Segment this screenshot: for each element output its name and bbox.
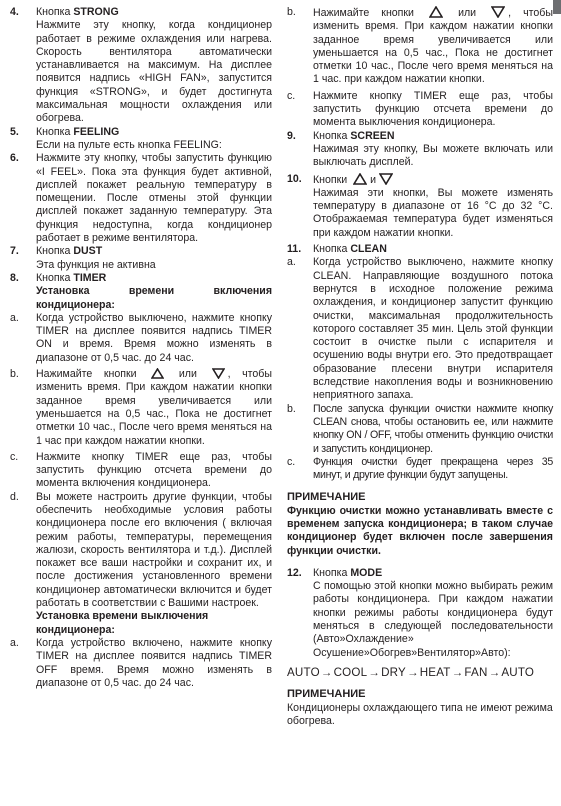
timer-off-step-c (287, 90, 553, 130)
step-text-or: или (458, 7, 477, 19)
step-text-post: , чтобы изменить время. При каждом нажатии кнопки заданное время увеличивается или уменьшается на 0,5 час., Пока не достигнет отметки 10 час., После чего время меняться на 1 час. при каждом нажатии кнопки. (313, 7, 553, 86)
step-letter: a. (10, 311, 19, 324)
step-letter: c. (10, 450, 19, 463)
section-number: 12. (287, 566, 302, 579)
section-temp-buttons (287, 173, 553, 240)
timer-on-step-c (10, 451, 272, 491)
step-letter: c. (287, 455, 296, 468)
step-letter: b. (287, 6, 296, 18)
triangle-down-icon (212, 368, 225, 379)
step-letter: b. (287, 402, 296, 415)
step-text: Функция очистки будет прекращена через 35 минут, и другие функции будут запущены. (313, 455, 553, 482)
section-text: Нажимая эту кнопку, Вы можете включать или выключать дисплей. (313, 142, 553, 169)
section-ifeel (10, 152, 272, 245)
step-text: Вы можете настроить другие функции, чтобы обеспечить необходимые условия работы кондиционера после его включения ( включая режим работы, температуры, перемещения жалюзи, скорость вентилятора и т.д.). Дисплей покажет все ваши настройки и сохранит их, и после достижения установленного времени кондиционер автоматически включится и будет работать в соответствии с Вашими настроек. (36, 490, 272, 610)
note-heading: ПРИМЕЧАНИЕ (287, 688, 366, 701)
section-mode (287, 567, 553, 660)
section-text: Эта функция не активна (36, 258, 156, 271)
section-title: TIMER (73, 271, 107, 284)
section-feeling (10, 126, 272, 153)
note-heading: ПРИМЕЧАНИЕ (287, 491, 366, 504)
title-and: и (370, 173, 377, 186)
note-clean (287, 491, 553, 557)
section-title: SCREEN (350, 129, 395, 142)
step-text: Когда устройство выключено, нажмите кнопку TIMER на дисплее появится надпись TIMER ON и время. Время можно изменять в диапазоне от 0,5 час. до 24 час. (36, 311, 272, 364)
section-number: 7. (10, 245, 19, 258)
section-strong (10, 6, 272, 126)
mode-auto-end: AUTO (501, 665, 535, 679)
triangle-down-icon (491, 6, 505, 18)
section-text: Если на пульте есть кнопка FEELING: (36, 138, 222, 151)
clean-step-b (287, 403, 553, 456)
section-text: Нажмите эту кнопку, чтобы запустить функцию «I FEEL». Пока эта функция будет активной, дисплей покажет реальную температуру в помещении. После отмены этой функции дисплей покажет заданную температуру. Эта функция недоступна, когда кондиционер работает в режиме вентилятора. (36, 152, 272, 245)
clean-step-a (287, 256, 553, 402)
mode-sequence (287, 666, 553, 679)
timer-off-step-b (287, 6, 553, 87)
triangle-up-icon (429, 6, 443, 18)
step-text-pre: Нажимайте кнопки (36, 368, 137, 381)
section-title: STRONG (73, 6, 119, 18)
step-text-pre: Нажимайте кнопки (313, 7, 414, 19)
section-number: 6. (10, 152, 19, 165)
triangle-up-icon (353, 173, 367, 185)
note-text: Функцию очистки можно устанавливать вместе с временем запуска кондиционера; в таком случае кондиционер будет включен после завершения функции очистки. (287, 504, 553, 557)
step-letter: a. (287, 256, 296, 269)
section-dust (10, 245, 272, 272)
section-title-prefix: Кнопка (36, 271, 74, 284)
step-letter: c. (287, 89, 296, 102)
section-title: MODE (350, 566, 383, 579)
step-letter: a. (10, 636, 19, 649)
step-text-post: , чтобы изменить время. При каждом нажатии кнопки заданное время увеличивается или уменьшается на 0,5 час., Пока не достигнет отметки 10 час., После чего время меняться на 1 час при каждом нажатии кнопки. (36, 368, 272, 447)
section-timer (10, 272, 272, 312)
section-text: С помощью этой кнопки можно выбирать режим работы кондиционера. При каждом нажатии кнопки режимы работы кондиционера будут меняться в следующей последовательности (Авто»Охлаждение» Осушение»Обогрев»Вентилятор»Авто): (313, 580, 553, 659)
section-clean (287, 243, 553, 256)
mode-auto: AUTO (287, 665, 320, 679)
step-text: Нажмите кнопку TIMER еще раз, чтобы запустить функцию отсчета времени до момента включения кондиционера. (36, 450, 272, 490)
timer-on-step-a (10, 312, 272, 365)
section-title: DUST (73, 245, 103, 258)
arrow-right-icon: → (451, 665, 464, 679)
section-title-prefix: Кнопки (313, 173, 351, 186)
section-title-prefix: Кнопка (36, 6, 74, 18)
mode-dry: DRY (381, 665, 406, 679)
right-column (287, 6, 553, 728)
left-column (10, 6, 272, 690)
step-text: После запуска функции очистки нажмите кнопку CLEAN снова, чтобы остановить ее, или нажмите кнопку ON / OFF, чтобы отменить функцию очистки и запустить кондиционер. (313, 402, 553, 455)
section-title-prefix: Кнопка (313, 243, 351, 256)
timer-off-step-a (10, 637, 272, 690)
mode-fan: FAN (464, 665, 488, 679)
arrow-right-icon: → (406, 665, 419, 679)
note-text: Кондиционеры охлаждающего типа не имеют режима обогрева. (287, 701, 553, 727)
step-letter: d. (10, 490, 19, 503)
triangle-up-icon (151, 368, 164, 379)
section-title-prefix: Кнопка (313, 129, 351, 142)
step-text-or: или (178, 368, 197, 381)
section-title: CLEAN (350, 243, 387, 256)
clean-step-c (287, 456, 553, 483)
timer-on-step-b (10, 368, 272, 448)
section-number: 11. (287, 243, 302, 256)
section-number: 8. (10, 271, 19, 284)
subheading-timer-on: Установка времени включения кондиционера: (36, 285, 272, 311)
section-title-prefix: Кнопка (36, 245, 74, 258)
section-screen (287, 130, 553, 170)
step-text: Нажмите кнопку TIMER еще раз, чтобы запустить функцию отсчета времени до момента выключения кондиционера. (313, 89, 553, 129)
subheading-timer-off: Установка времени выключения кондиционера: (36, 610, 209, 636)
mode-cool: COOL (333, 665, 368, 679)
section-text: Нажмите эту кнопку, когда кондиционер работает в режиме охлаждения или нагрева. Скорость вентилятора автоматически устанавливается на максимум. На дисплее появится надпись «HIGH FAN», запустится функция «STRONG», и будет достигнута максимальная мощности охлаждения или обогрева. (36, 19, 272, 125)
triangle-down-icon (379, 173, 393, 185)
section-number: 10. (287, 172, 302, 185)
section-number: 5. (10, 125, 19, 138)
arrow-right-icon: → (320, 665, 333, 679)
section-title-prefix: Кнопка (313, 566, 351, 579)
page-edge-tab (553, 0, 561, 14)
timer-on-step-d (10, 491, 272, 611)
section-title-prefix: Кнопка (36, 125, 74, 138)
step-text: Когда устройство включено, нажмите кнопку TIMER на дисплее появится надпись TIMER OFF время. Время можно изменять в диапазоне от 0,5 час. до 24 час. (36, 636, 272, 689)
section-text: Нажимая эти кнопки, Вы можете изменять температуру в диапазоне от 16 °C до 32 °C. Отображаемая температура будет изменяться при каждом нажатии кнопки. (313, 186, 553, 239)
section-title: FEELING (73, 125, 120, 138)
mode-heat: HEAT (419, 665, 451, 679)
arrow-right-icon: → (368, 665, 381, 679)
step-text: Когда устройство выключено, нажмите кнопку CLEAN. Направляющие воздушного потока вернутся в исходное положение режима охлаждения, и кондиционер запустит функцию очистки, максимальная продолжительность которого составляет 35 мин. Цель этой функции состоит в очистке пыли с испарителя и осушению воды внутри его. Это предотвращает образование плесени внутри испарителя вследствие накопления воды и возникновению неприятного запаха. (313, 256, 553, 402)
arrow-right-icon: → (488, 665, 501, 679)
section-number: 9. (287, 129, 296, 142)
note-heat (287, 688, 553, 728)
section-number: 4. (10, 6, 19, 18)
step-letter: b. (10, 368, 19, 381)
